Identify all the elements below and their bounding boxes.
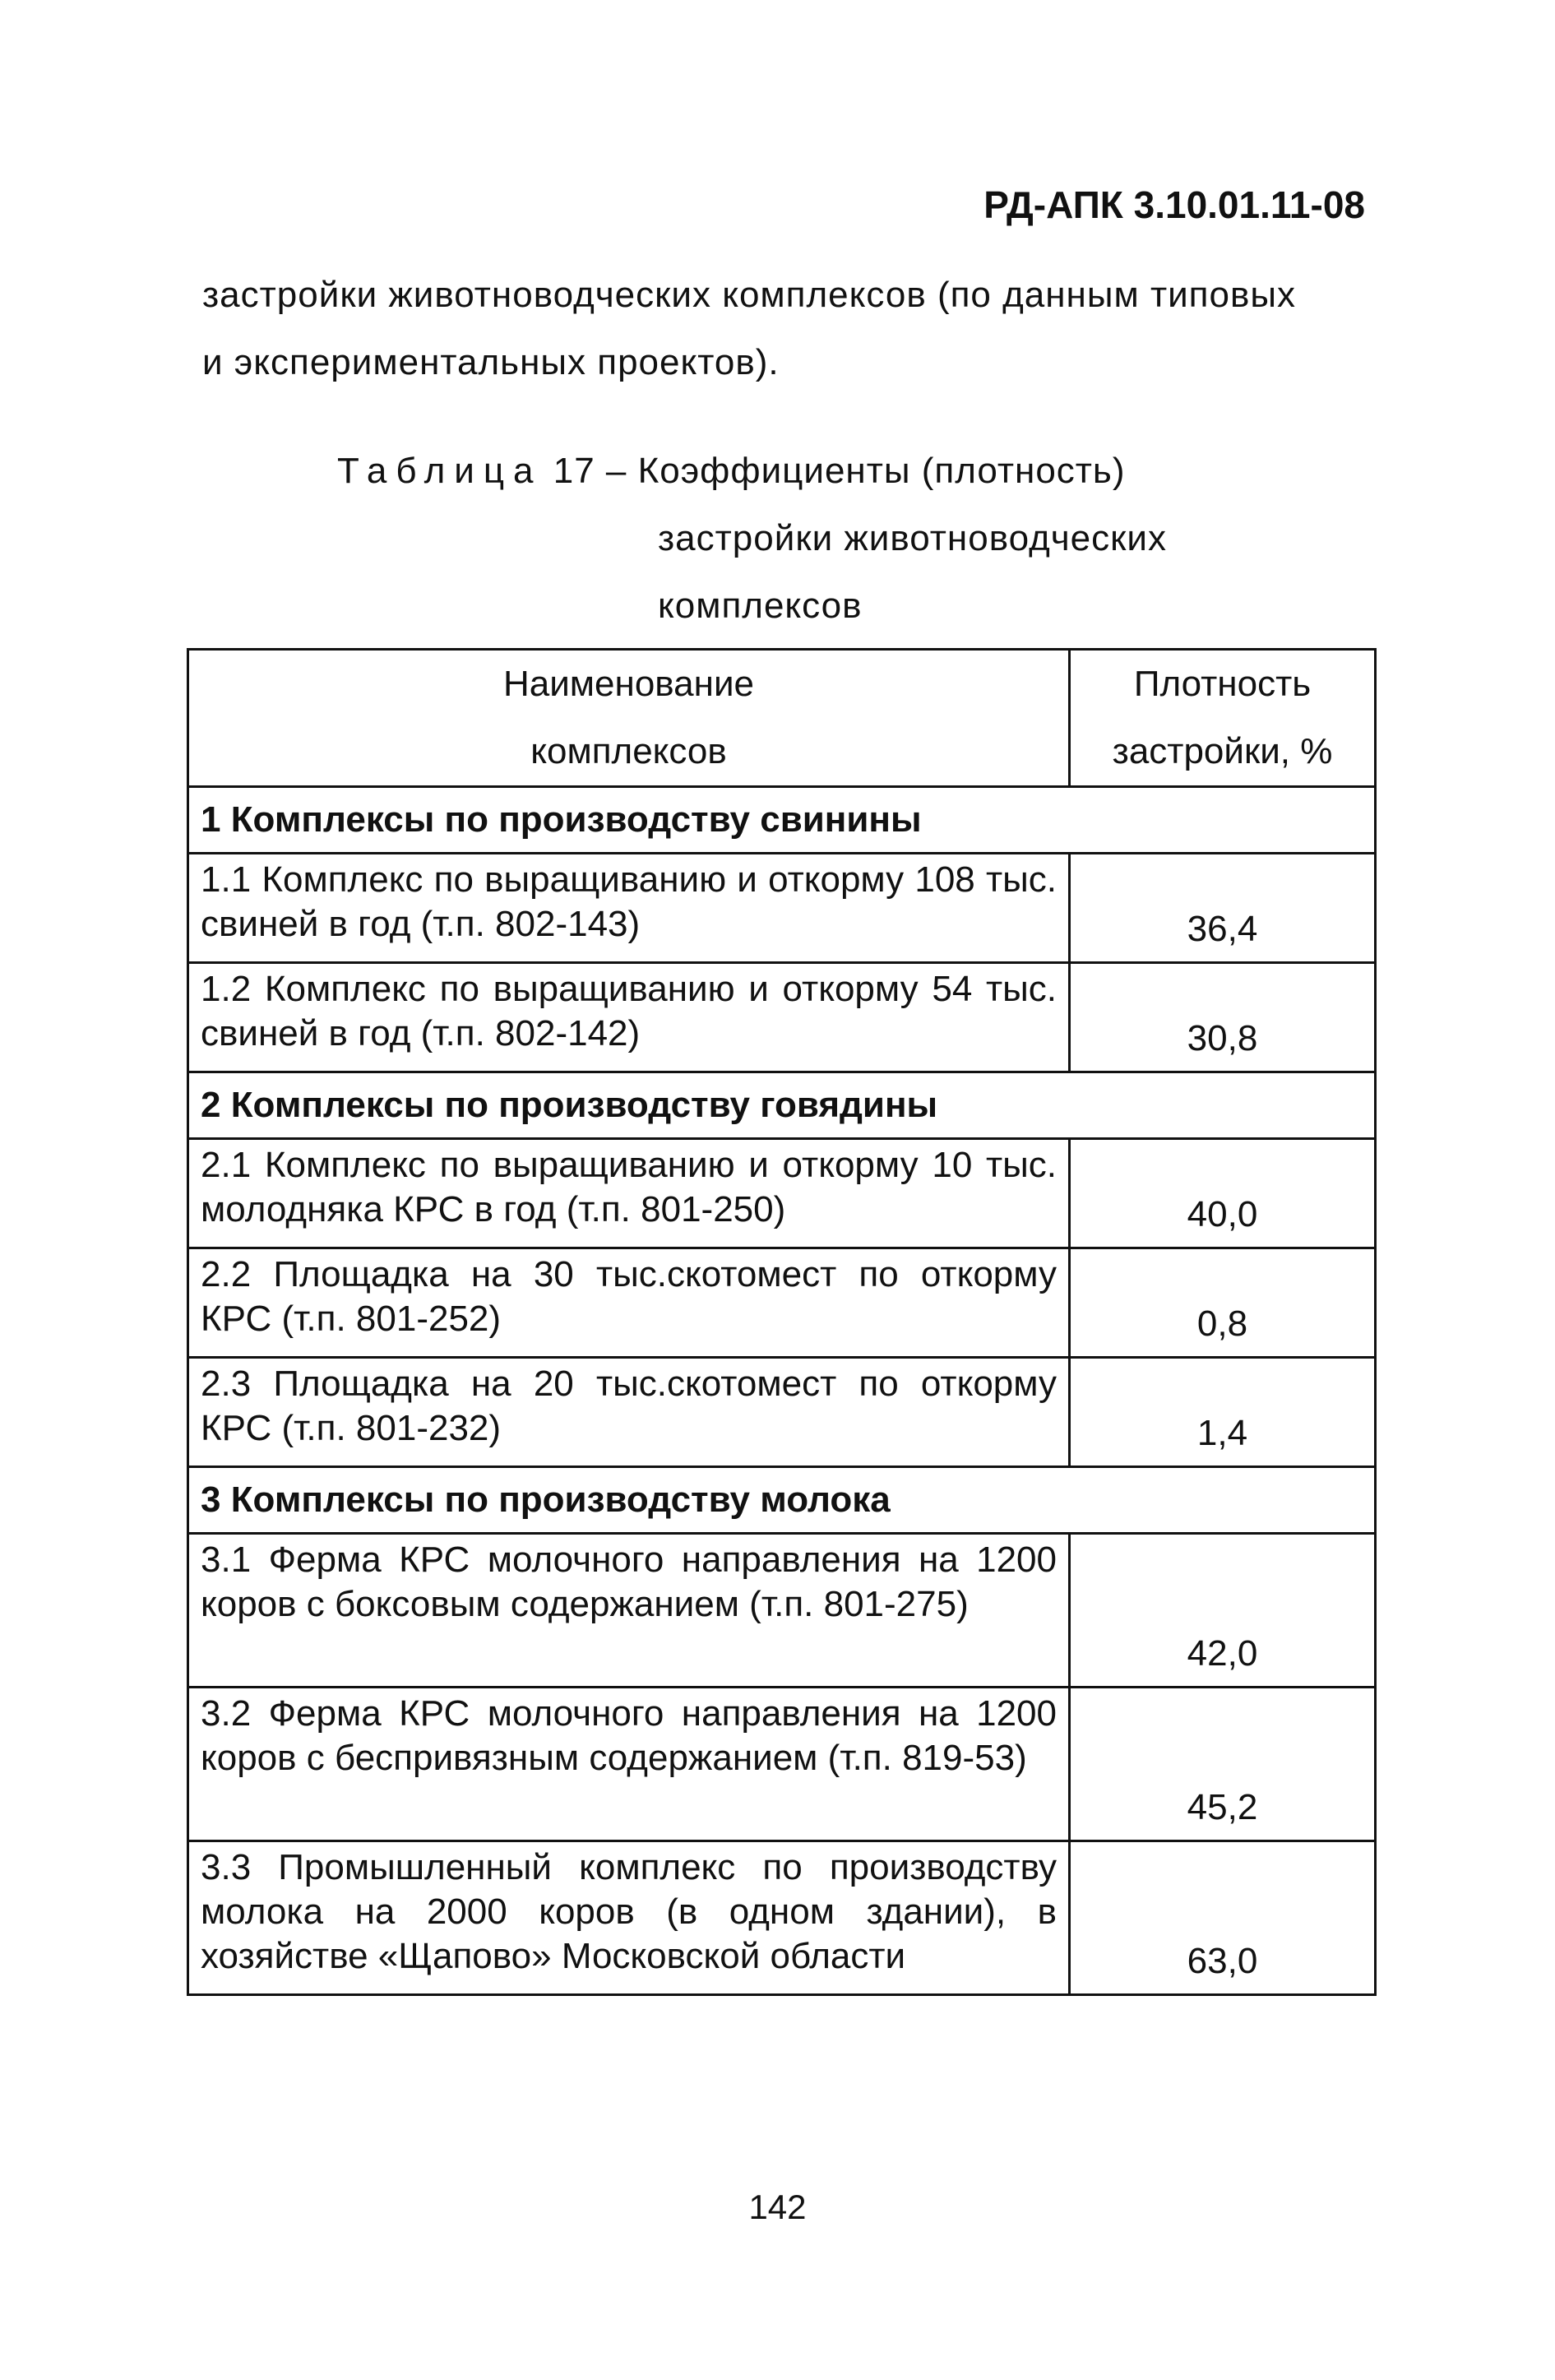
header-value-line-1: Плотность [1133,664,1312,704]
intro-line-1: застройки животноводческих комплексов (по данным типовых [202,275,1296,315]
header-name-line-1: Наименование [502,664,754,704]
row-value: 63,0 [1070,1841,1376,1995]
row-name: 3.3 Промышленный комплекс по производству молока на 2000 коров (в одном здании), в хозяйстве «Щапово» Московской области [188,1841,1070,1995]
row-name: 1.2 Комплекс по выращиванию и откорму 54 тыс. свиней в год (т.п. 802-142) [188,963,1070,1072]
row-value: 42,0 [1070,1534,1376,1688]
header-name-line-2: комплексов [530,731,727,771]
table-row [188,1688,1376,1841]
table-row [188,1358,1376,1467]
table-row [188,963,1376,1072]
row-name: 2.2 Площадка на 30 тыс.скотомест по откорму КРС (т.п. 801-252) [188,1248,1070,1358]
row-value: 1,4 [1070,1358,1376,1467]
table-header-row [188,650,1376,787]
section-row-beef [188,1072,1376,1139]
table-caption-line-2: застройки животноводческих [658,518,1167,558]
section-title: 1 Комплексы по производству свинины [188,787,1376,854]
table-row [188,1248,1376,1358]
intro-paragraph [202,262,1370,396]
table-row [188,854,1376,963]
header-value-line-2: застройки, % [1112,731,1333,771]
row-value: 36,4 [1070,854,1376,963]
header-name-cell [188,650,1070,787]
table-caption-number: 17 – Коэффициенты (плотность) [553,451,1126,491]
section-row-milk [188,1467,1376,1534]
row-name: 1.1 Комплекс по выращиванию и откорму 108 тыс. свиней в год (т.п. 802-143) [188,854,1070,963]
header-value-cell [1070,650,1376,787]
row-value: 30,8 [1070,963,1376,1072]
row-name: 2.1 Комплекс по выращиванию и откорму 10 тыс. молодняка КРС в год (т.п. 801-250) [188,1139,1070,1248]
table-caption-label: Таблица [337,451,543,491]
document-code: РД-АПК 3.10.01.11-08 [983,183,1365,226]
table-caption-line-3: комплексов [658,586,863,626]
page-number: 142 [748,2188,807,2226]
section-title: 3 Комплексы по производству молока [188,1467,1376,1534]
section-title: 2 Комплексы по производству говядины [188,1072,1376,1139]
density-table [187,648,1377,1996]
row-value: 0,8 [1070,1248,1376,1358]
row-value: 45,2 [1070,1688,1376,1841]
section-row-pork [188,787,1376,854]
row-value: 40,0 [1070,1139,1376,1248]
table-caption [337,451,1406,492]
table-row [188,1534,1376,1688]
table-row [188,1841,1376,1995]
intro-line-2: и экспериментальных проектов). [202,342,780,382]
row-name: 2.3 Площадка на 20 тыс.скотомест по откорму КРС (т.п. 801-232) [188,1358,1070,1467]
row-name: 3.2 Ферма КРС молочного направления на 1200 коров с беспривязным содержанием (т.п. 819-53) [188,1688,1070,1841]
row-name: 3.1 Ферма КРС молочного направления на 1200 коров с боксовым содержанием (т.п. 801-275) [188,1534,1070,1688]
table-row [188,1139,1376,1248]
